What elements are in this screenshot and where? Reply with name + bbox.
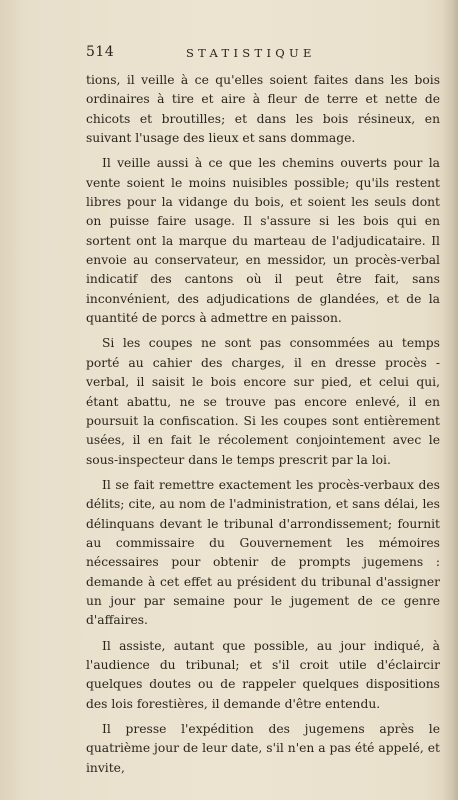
page-number: 514 <box>86 44 115 60</box>
paragraph: tions, il veille à ce qu'elles soient faites dans les bois ordinaires à tire et aire à fleur de terre et nette de chicots et broutilles; et dans les bois résineux, en suivant l'usage des lieux et sans dommage. <box>86 73 440 146</box>
paragraph: Il veille aussi à ce que les chemins ouverts pour la vente soient le moins nuisibles possible; qu'ils restent libres pour la vidange du bois, et soient les seuls dont on puisse faire usage. Il s'assure si les bois qui en sortent ont la marque du marteau de l'adjudicataire. Il envoie au conservateur, en messidor, un procès-verbal indicatif des cantons où il peut être fait, sans inconvénient, des adjudications de glandées, et de la quantité de porcs à admettre en paisson. <box>86 156 440 326</box>
paragraph: Il se fait remettre exactement les procès-verbaux des délits; cite, au nom de l'administration, et sans délai, les délinquans devant le tribunal d'arrondissement; fournit au commissaire du Gouvernement les mémoires nécessaires pour obtenir de prompts jugemens : demande à cet effet au président du tribunal d'assigner un jour par semaine pour le jugement de ce genre d'affaires. <box>86 477 440 628</box>
body-text <box>86 71 440 784</box>
paragraph: Il presse l'expédition des jugemens après le quatrième jour de leur date, s'il n'en a pas été appelé, et invite, <box>86 722 440 775</box>
paragraph: Si les coupes ne sont pas consommées au temps porté au cahier des charges, il en dresse procès - verbal, il saisit le bois encore sur pied, et celui qui, étant abattu, ne se trouve pas encore enlevé, il en poursuit la confiscation. Si les coupes sont entièrement usées, il en fait le récolement conjointement avec le sous-inspecteur dans le temps prescrit par la loi. <box>86 336 440 467</box>
paragraph: Il assiste, autant que possible, au jour indiqué, à l'audience du tribunal; et s'il croit utile d'éclaircir quelques doutes ou de rappeler quelques dispositions des lois forestières, il demande d'être entendu. <box>86 638 440 711</box>
page-gutter-shadow <box>442 0 458 800</box>
running-title: STATISTIQUE <box>186 46 316 60</box>
page-header <box>86 44 440 66</box>
